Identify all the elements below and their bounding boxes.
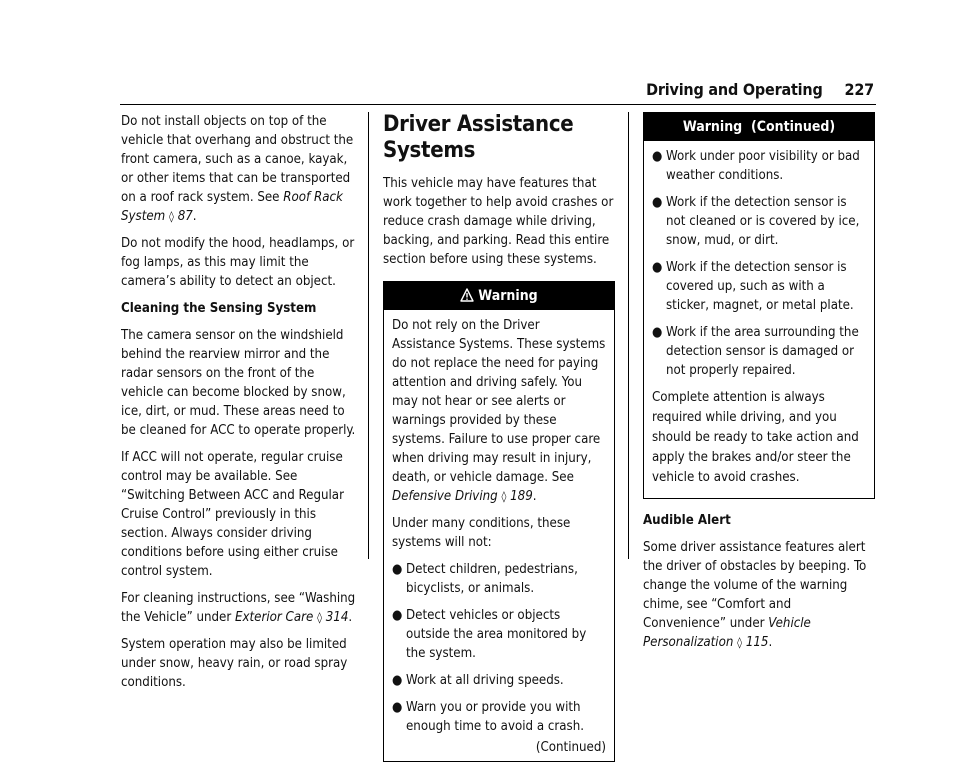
section-title: Driver Assistance Systems (383, 112, 574, 163)
page-header (646, 80, 874, 99)
bullet-icon: ● (652, 325, 663, 340)
page-ref-number: 115 (745, 635, 769, 650)
list-item-text: Warn you or provide you with enough time to avoid a crash. (406, 700, 584, 734)
page-ref-number: 314 (325, 610, 349, 625)
list-item (392, 671, 606, 690)
warning-body (384, 310, 614, 761)
paragraph: Do not modify the hood, headlamps, or fog lamps, as this may limit the camera’s ability to detect an object. (121, 236, 355, 289)
link-text: Roof Rack System (121, 190, 343, 224)
warning-header (384, 282, 614, 310)
column-2 (383, 112, 615, 762)
paragraph-text: Some driver assistance features alert the driver of obstacles by beeping. To change the volume of the warning chime, see “Comfort and Convenience” under (643, 540, 867, 631)
bullet-icon: ● (392, 700, 403, 715)
paragraph-text: Do not rely on the Driver Assistance Systems. These systems do not replace the need for paying attention and driving safely. You may not hear or see alerts or warnings provided by these systems. Failure to use proper care when driving may result in injury, death, or vehicle damage. See (392, 318, 606, 485)
warning-triangle-icon (460, 284, 474, 312)
list-item-text: Work at all driving speeds. (406, 673, 564, 688)
link-defensive-driving[interactable] (392, 489, 533, 504)
list-item (652, 147, 866, 185)
page-ref-icon: ◊ (501, 490, 507, 503)
subheading-audible-alert: Audible Alert (643, 513, 731, 528)
page-ref-icon: ◊ (317, 611, 322, 624)
column-divider (628, 112, 629, 559)
bullet-icon: ● (652, 260, 663, 275)
paragraph: Do not install objects on top of the vehicle that overhang and obstruct the front camera, such as a canoe, kayak, or other items that can be transported on a roof rack system. See Roof Rack System ◊ 87. (121, 114, 354, 224)
bullet-icon: ● (392, 562, 403, 577)
link-text: Exterior Care (235, 610, 314, 625)
link-text: Vehicle Personalization (643, 616, 811, 650)
paragraph: Do not rely on the Driver Assistance Systems. These systems do not replace the need for paying attention and driving safely. You may not hear or see alerts or warnings provided by these systems. Failure to use proper care when driving may result in injury, death, or vehicle damage. See Defensive Driving ◊ 189. (392, 318, 606, 504)
page-ref-icon: ◊ (169, 210, 174, 223)
warning-body (644, 141, 874, 498)
list-item-text: Detect children, pedestrians, bicyclists, or animals. (406, 562, 578, 596)
header-rule (120, 104, 876, 105)
warning-box (383, 281, 615, 762)
list-item-text: Work if the detection sensor is not cleaned or is covered by ice, snow, mud, or dirt. (666, 195, 860, 248)
bullet-icon: ● (652, 149, 663, 164)
warning-label: Warning (478, 288, 538, 304)
list-item (652, 193, 866, 250)
bullet-icon: ● (392, 608, 403, 623)
list-item (392, 698, 606, 736)
paragraph: The camera sensor on the windshield behind the rearview mirror and the radar sensors on the front of the vehicle can become blocked by snow, ice, dirt, or mud. These areas need to be cleaned for ACC to operate properly. (121, 328, 356, 438)
bullet-icon: ● (652, 195, 663, 210)
bullet-list (652, 147, 866, 380)
page-number: 227 (844, 80, 874, 99)
subheading-cleaning: Cleaning the Sensing System (121, 301, 317, 316)
warning-header: Warning (Continued) (644, 113, 874, 141)
paragraph-text: For cleaning instructions, see “Washing the Vehicle” under (121, 591, 356, 625)
list-item-text: Detect vehicles or objects outside the area monitored by the system. (406, 608, 587, 661)
paragraph: This vehicle may have features that work together to help avoid crashes or reduce crash damage while driving, backing, and parking. Read this entire section before using these systems. (383, 176, 614, 267)
list-item-text: Work under poor visibility or bad weather conditions. (666, 149, 860, 183)
paragraph: Some driver assistance features alert the driver of obstacles by beeping. To change the volume of the warning chime, see “Comfort and Convenience” under Vehicle Personalization ◊ 115. (643, 540, 867, 650)
list-item (652, 258, 866, 315)
link-exterior-care[interactable] (235, 610, 348, 625)
paragraph-text: Do not install objects on top of the vehicle that overhang and obstruct the front camera, such as a canoe, kayak, or other items that can be transported on a roof rack system. See (121, 114, 354, 205)
column-1 (121, 112, 357, 700)
list-item (392, 606, 606, 663)
column-3 (643, 112, 875, 660)
link-text: Defensive Driving (392, 489, 498, 504)
warning-box-continued (643, 112, 875, 499)
continued-label: (Continued) (535, 740, 606, 755)
bullet-icon: ● (392, 673, 403, 688)
list-item-text: Work if the detection sensor is covered up, such as with a sticker, magnet, or metal plate. (666, 260, 854, 313)
page-ref-number: 87 (177, 209, 193, 224)
list-item-text: Work if the area surrounding the detection sensor is damaged or not properly repaired. (666, 325, 859, 378)
paragraph: If ACC will not operate, regular cruise control may be available. See “Switching Between ACC and Regular Cruise Control” previously in this section. Always consider driving conditions before using either cruise control system. (121, 450, 344, 579)
section-name: Driving and Operating (646, 80, 823, 99)
column-divider (368, 112, 369, 559)
bullet-list (392, 560, 606, 736)
list-item (652, 323, 866, 380)
paragraph: Under many conditions, these systems will not: (392, 516, 571, 550)
paragraph: Complete attention is always required while driving, and you should be ready to take action and apply the brakes and/or steer the vehicle to avoid crashes. (652, 390, 859, 485)
page-ref-number: 189 (510, 489, 533, 504)
paragraph: System operation may also be limited under snow, heavy rain, or road spray conditions. (121, 637, 348, 690)
list-item (392, 560, 606, 598)
paragraph: For cleaning instructions, see “Washing the Vehicle” under Exterior Care ◊ 314. (121, 591, 356, 625)
page-ref-icon: ◊ (737, 636, 743, 649)
